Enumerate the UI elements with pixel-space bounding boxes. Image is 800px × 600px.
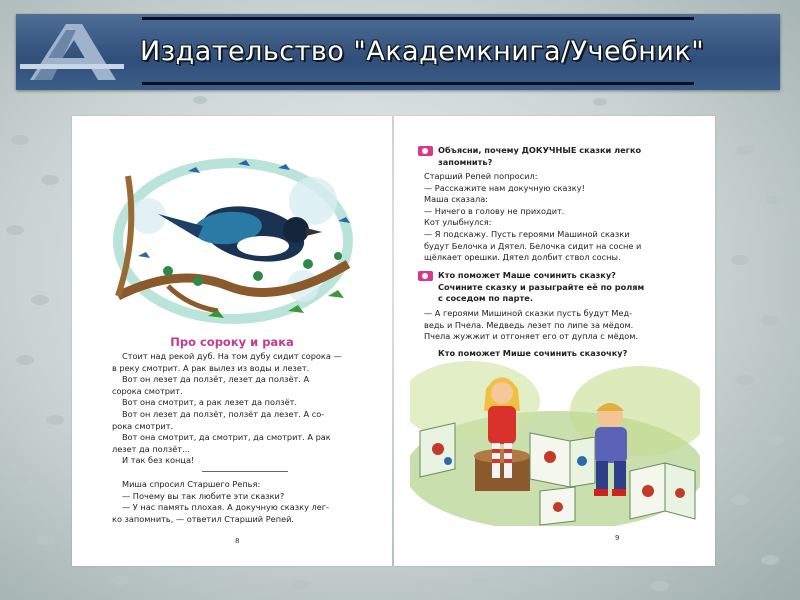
text-line: ведь и Пчела. Медведь лезет по липе за мёдом.	[424, 319, 634, 330]
text-line: — У нас память плохая. А докучную сказку лег-	[122, 502, 330, 513]
text-line: рока смотрит.	[112, 420, 174, 431]
magpie-illustration	[108, 146, 358, 336]
question-line: запомнить?	[438, 156, 493, 167]
question-line: с соседом по парте.	[438, 293, 533, 304]
text-line: Маша сказала:	[424, 194, 489, 205]
text-line: будут Белочка и Дятел. Белочка сидит на сосне и	[424, 240, 642, 251]
story-text	[112, 351, 374, 467]
question-line: Сочините сказку и разыграйте её по ролям	[438, 281, 645, 292]
question-icon	[418, 146, 433, 156]
question-line: Объясни, почему ДОКУЧНЫЕ сказки легко	[438, 145, 642, 155]
page-number-left: 8	[235, 537, 240, 545]
text-line: в реку смотрит. А рак вылез из воды и лезет.	[112, 362, 310, 373]
question-block	[418, 348, 702, 360]
header-banner	[16, 14, 780, 90]
question-block	[418, 145, 702, 168]
text-line: И так без конца!	[122, 455, 195, 466]
text-line: Пчела жужжит и отгоняет его от дупла с мёдом.	[424, 331, 639, 342]
text-line: сорока смотрит.	[112, 385, 183, 396]
story-text	[424, 308, 704, 343]
text-line: Вот она смотрит, да смотрит, да смотрит. А рак	[122, 432, 331, 443]
banner-top-rule	[142, 17, 694, 20]
text-line: щёлкает орешки. Дятел долбит ствол сосны.	[424, 252, 621, 263]
book-spread	[72, 116, 715, 566]
dialogue-text	[424, 171, 704, 264]
text-line: Вот она смотрит, а рак лезет да ползёт.	[122, 397, 297, 408]
page-number-right: 9	[615, 534, 620, 542]
text-line: — Почему вы так любите эти сказки?	[122, 490, 285, 501]
children-illustration	[410, 361, 700, 526]
section-divider	[202, 471, 288, 472]
left-page	[72, 116, 392, 566]
publisher-logo	[16, 14, 128, 90]
banner-title: Издательство "Академкнига/Учебник"	[140, 36, 705, 67]
question-block	[418, 270, 702, 305]
text-line: — Я подскажу. Пусть героями Машиной сказки	[424, 228, 630, 239]
text-line: ко запомнить, — ответил Старший Репей.	[112, 513, 295, 524]
text-line: — Ничего в голову не приходит.	[424, 205, 565, 216]
text-line: — А героями Мишиной сказки пусть будут Мед-	[424, 308, 633, 318]
text-line: Вот он лезет да ползёт, ползёт да лезет. А со-	[122, 408, 325, 419]
text-line: Вот он лезет да ползёт, лезет да ползёт. А	[122, 374, 310, 385]
story-title: Про сороку и рака	[170, 335, 294, 349]
right-page	[394, 116, 715, 566]
banner-bottom-rule	[142, 82, 694, 85]
text-line: Миша спросил Старшего Репья:	[122, 479, 261, 489]
question-line: Кто поможет Маше сочинить сказку?	[438, 270, 616, 280]
dialogue-text	[112, 479, 374, 525]
text-line: — Расскажите нам докучную сказку!	[424, 182, 585, 193]
text-line: Кот улыбнулся:	[424, 217, 492, 228]
text-line: лезет да ползёт...	[112, 443, 190, 454]
text-line: Старший Репей попросил:	[424, 171, 538, 181]
question-icon	[418, 271, 433, 281]
question-line: Кто поможет Мише сочинить сказочку?	[438, 348, 628, 358]
text-line: Стоит над рекой дуб. На том дубу сидит сорока —	[122, 351, 342, 361]
